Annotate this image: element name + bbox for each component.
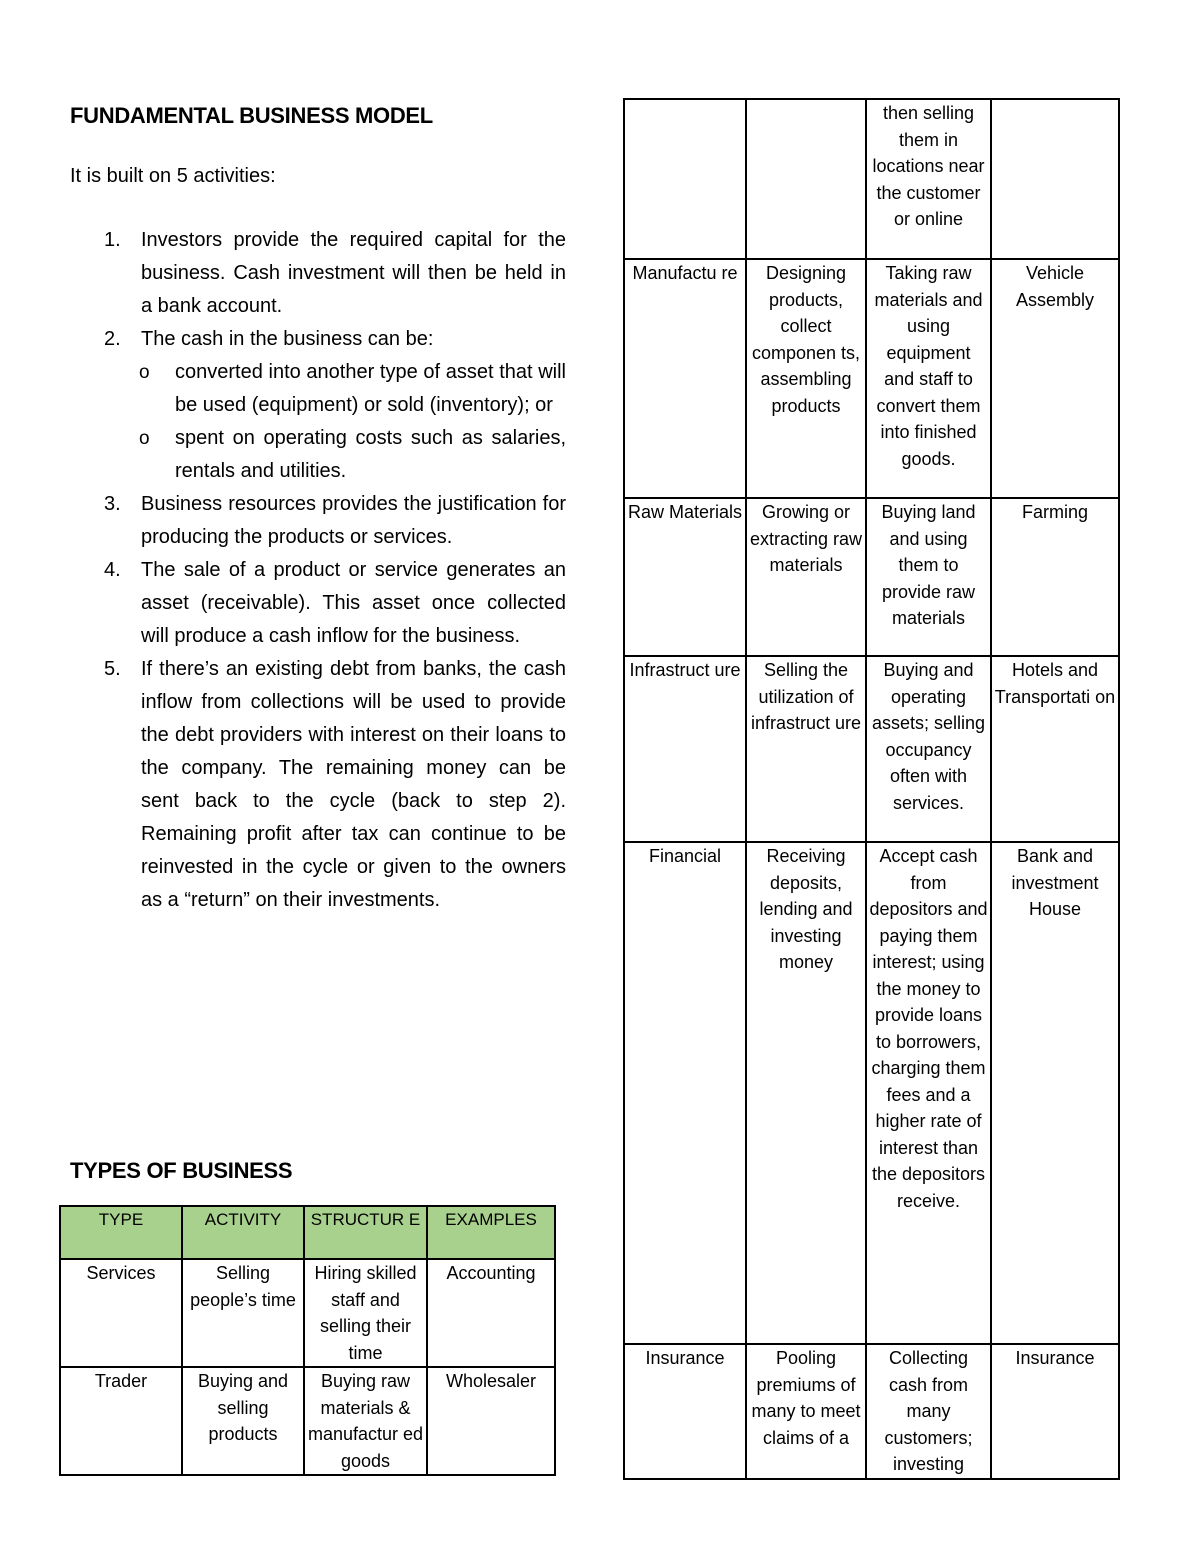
table-cell: Buying and selling products	[182, 1367, 304, 1475]
table-cell: Trader	[60, 1367, 182, 1475]
table-cell: Selling people’s time	[182, 1259, 304, 1367]
table-cell: Receiving deposits, lending and investing money	[746, 842, 866, 1344]
sub-list	[104, 356, 566, 488]
table-cell: Taking raw materials and using equipment and staff to convert them into finished goods.	[866, 259, 991, 498]
sub-item-text: spent on operating costs such as salaries, rentals and utilities.	[175, 427, 566, 482]
sub-list-item	[104, 356, 566, 422]
step-text: The cash in the business can be:	[141, 328, 434, 350]
column-header: ACTIVITY	[182, 1206, 304, 1259]
list-item	[104, 224, 566, 323]
business-types-table	[59, 1205, 556, 1476]
table-cell: Farming	[991, 498, 1119, 656]
table-cell: Accounting	[427, 1259, 555, 1367]
table-row	[60, 1367, 555, 1475]
step-text: Investors provide the required capital for the business. Cash investment will then be held in a bank account.	[141, 229, 566, 317]
intro-text: It is built on 5 activities:	[70, 165, 276, 187]
table-cell: Collecting cash from many customers; investing	[866, 1344, 991, 1479]
step-text: Business resources provides the justification for producing the products or services.	[141, 493, 566, 548]
table-cell: Vehicle Assembly	[991, 259, 1119, 498]
table-cell: Insurance	[991, 1344, 1119, 1479]
column-header: EXAMPLES	[427, 1206, 555, 1259]
table-cell	[624, 99, 746, 259]
list-item	[104, 554, 566, 653]
table-cell	[991, 99, 1119, 259]
table-cell: then selling them in locations near the customer or online	[866, 99, 991, 259]
table-cell: Pooling premiums of many to meet claims of a	[746, 1344, 866, 1479]
table-cell: Wholesaler	[427, 1367, 555, 1475]
step-number: 2.	[104, 328, 121, 350]
table-cell	[746, 99, 866, 259]
table-row	[624, 99, 1119, 259]
list-item	[104, 323, 566, 356]
step-number: 1.	[104, 229, 121, 251]
table-cell: Insurance	[624, 1344, 746, 1479]
table-cell: Growing or extracting raw materials	[746, 498, 866, 656]
table-header-row	[60, 1206, 555, 1259]
table-cell: Infrastruct ure	[624, 656, 746, 842]
table-cell: Bank and investment House	[991, 842, 1119, 1344]
list-item	[104, 653, 566, 917]
list-item	[104, 488, 566, 554]
step-number: 4.	[104, 559, 121, 581]
sub-list-container	[104, 356, 566, 488]
table-row	[624, 656, 1119, 842]
page-title: FUNDAMENTAL BUSINESS MODEL	[70, 103, 433, 128]
table-row	[624, 842, 1119, 1344]
activity-steps-list	[104, 224, 566, 917]
table-cell: Designing products, collect componen ts, assembling products	[746, 259, 866, 498]
sub-item-text: converted into another type of asset that will be used (equipment) or sold (inventory); or	[175, 361, 566, 416]
table-cell: Raw Materials	[624, 498, 746, 656]
bullet-icon: o	[139, 362, 150, 383]
column-header: TYPE	[60, 1206, 182, 1259]
column-header: STRUCTUR E	[304, 1206, 427, 1259]
step-text: If there’s an existing debt from banks, the cash inflow from collections will be used to provide the debt providers with interest on their loans to the company. The remaining money can be sent back to the cycle (back to step 2). Remaining profit after tax can continue to be reinvested in the cycle or given to the owners as a “return” on their investments.	[141, 658, 566, 911]
table-cell: Services	[60, 1259, 182, 1367]
step-number: 3.	[104, 493, 121, 515]
table-row	[624, 498, 1119, 656]
table-row	[624, 1344, 1119, 1479]
table-cell: Hiring skilled staff and selling their time	[304, 1259, 427, 1367]
table-cell: Buying raw materials & manufactur ed goods	[304, 1367, 427, 1475]
table-row	[624, 259, 1119, 498]
bullet-icon: o	[139, 428, 150, 449]
section-title: TYPES OF BUSINESS	[70, 1158, 293, 1183]
table-cell: Buying and operating assets; selling occupancy often with services.	[866, 656, 991, 842]
table-cell: Hotels and Transportati on	[991, 656, 1119, 842]
table-cell: Financial	[624, 842, 746, 1344]
table-cell: Accept cash from depositors and paying them interest; using the money to provide loans to borrowers, charging them fees and a higher rate of interest than the depositors receive.	[866, 842, 991, 1344]
step-text: The sale of a product or service generates an asset (receivable). This asset once collected will produce a cash inflow for the business.	[141, 559, 566, 647]
table-row	[60, 1259, 555, 1367]
business-types-table-continued	[623, 98, 1120, 1480]
step-number: 5.	[104, 658, 121, 680]
sub-list-item	[104, 422, 566, 488]
table-cell: Selling the utilization of infrastruct ure	[746, 656, 866, 842]
table-cell: Manufactu re	[624, 259, 746, 498]
table-cell: Buying land and using them to provide raw materials	[866, 498, 991, 656]
